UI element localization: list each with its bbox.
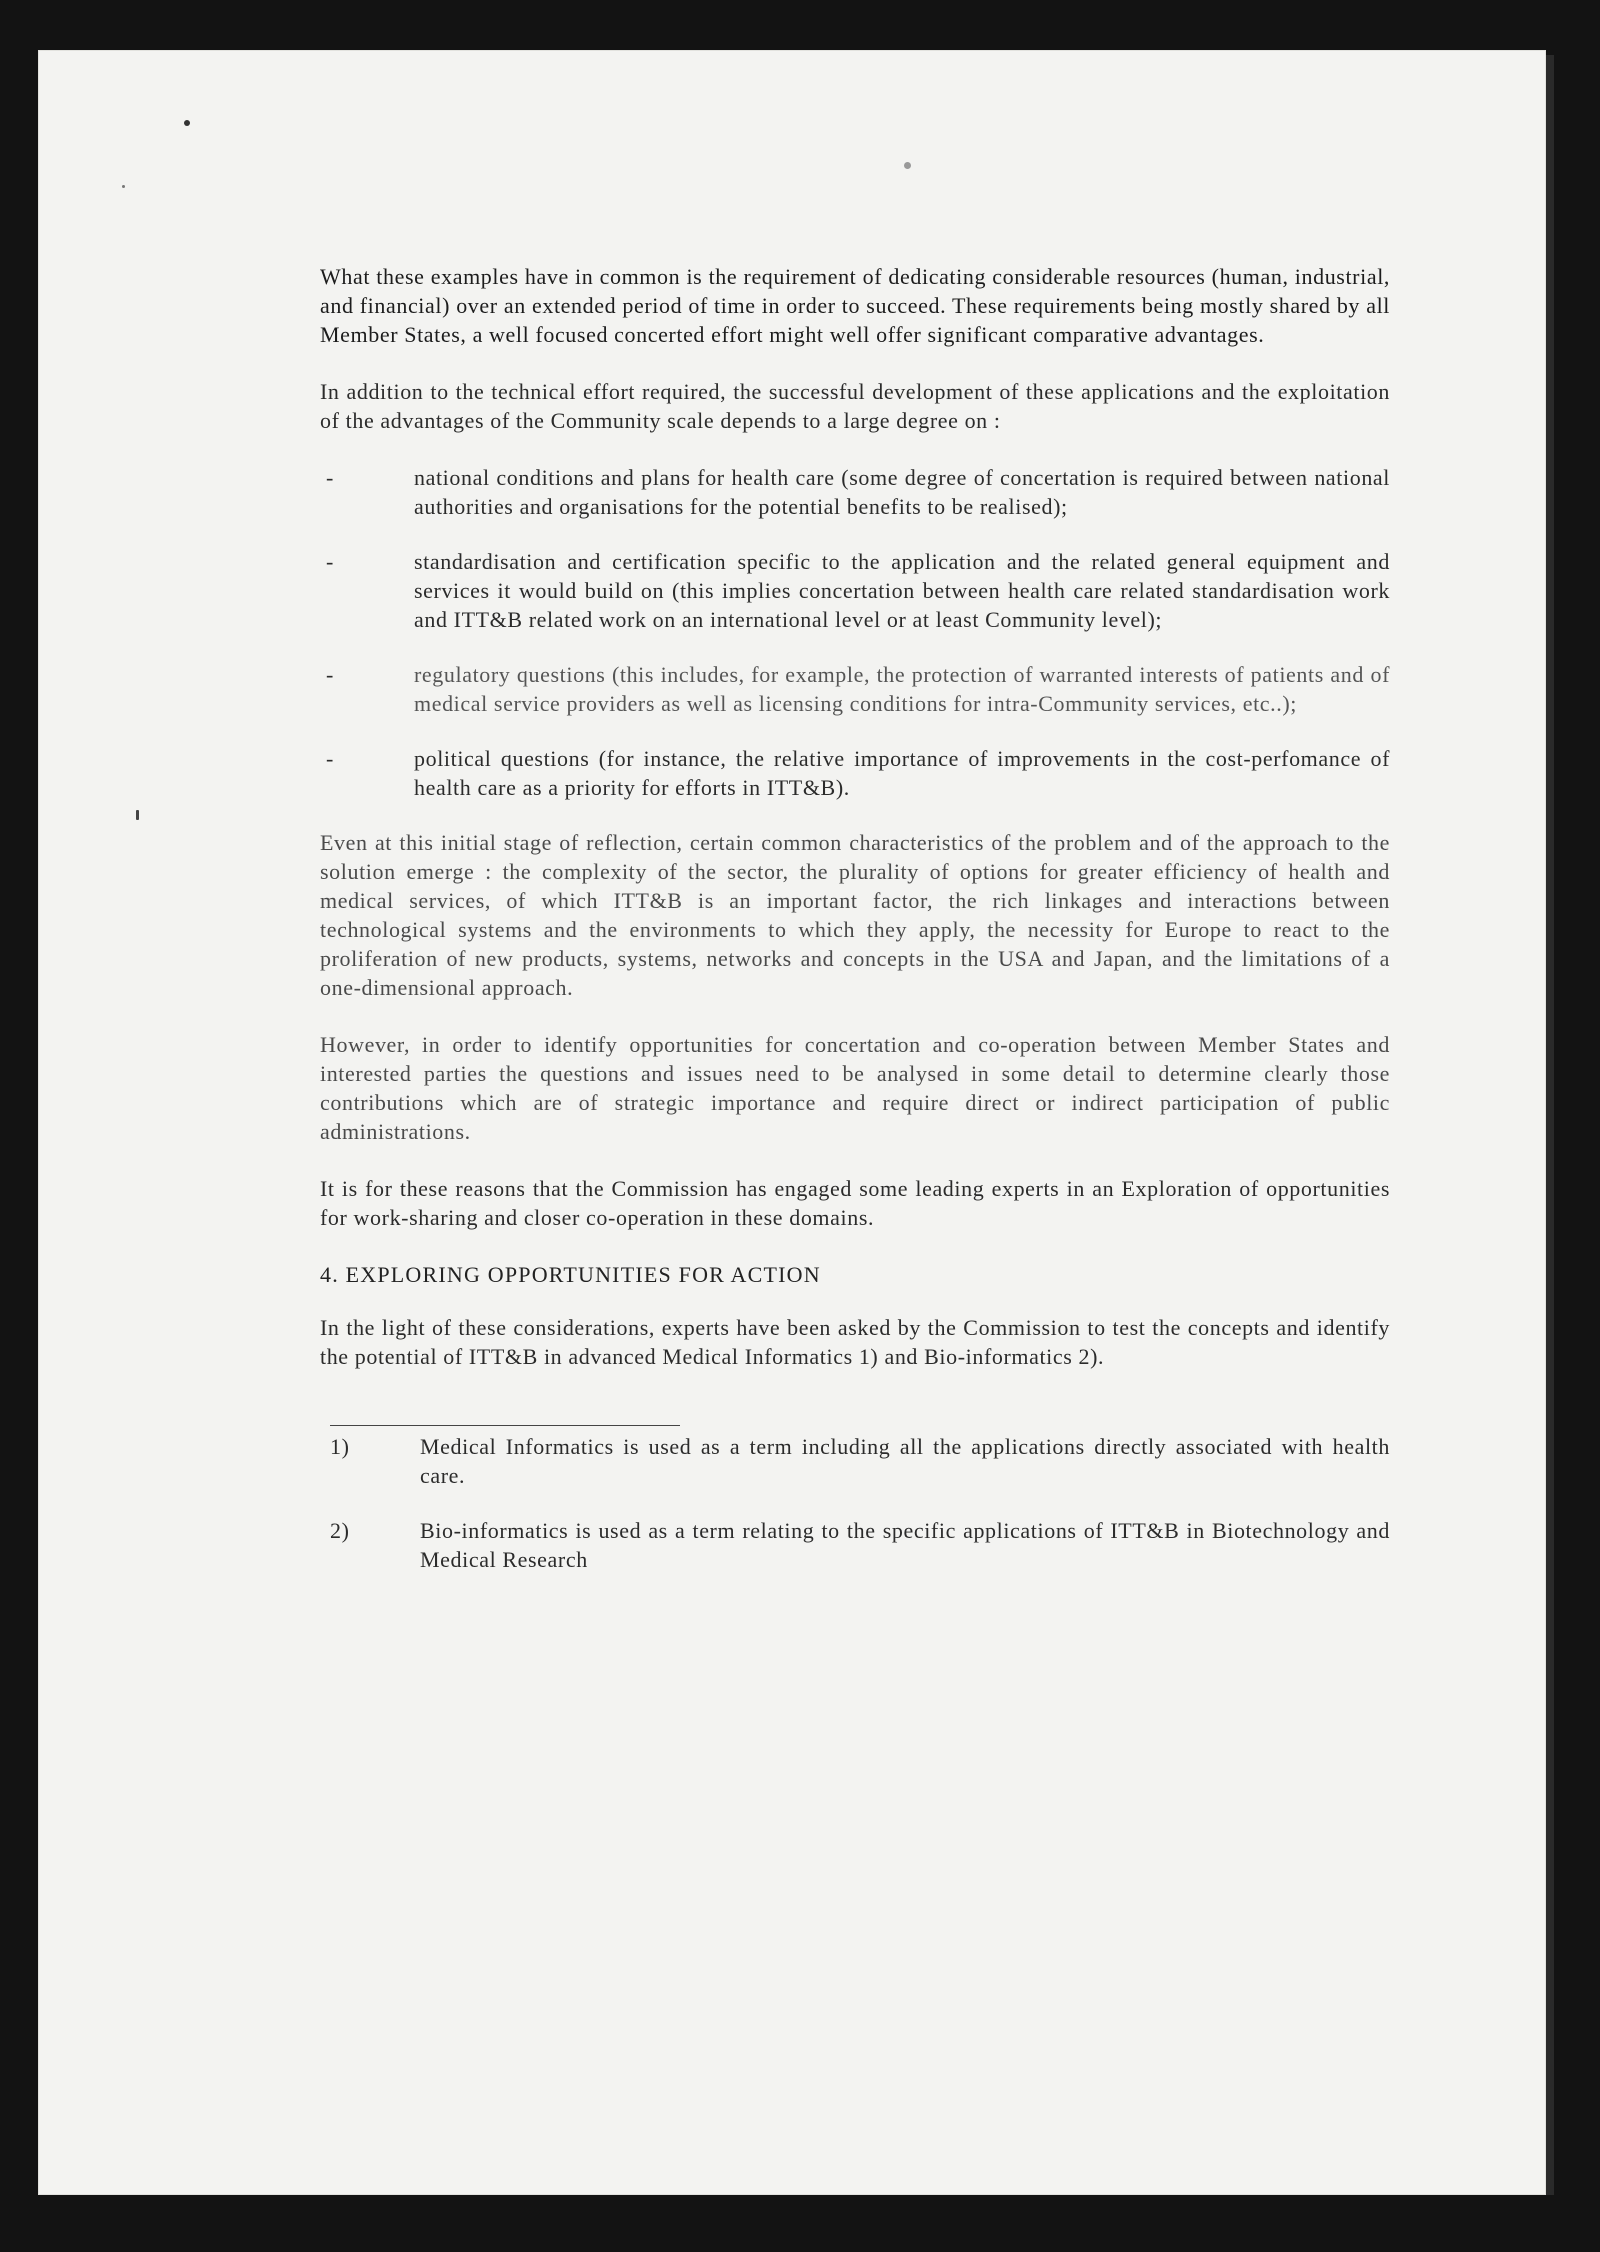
list-dash: - <box>326 662 334 687</box>
document-body <box>320 262 1390 1600</box>
scan-speck <box>122 185 125 188</box>
scan-speck <box>136 810 139 820</box>
footnote-number: 1) <box>330 1434 350 1459</box>
footnote <box>330 1432 1390 1490</box>
scan-speck <box>184 120 190 126</box>
page-edge-shadow <box>1546 55 1554 2195</box>
list-item <box>320 744 1390 802</box>
paragraph-initial-reflection: Even at this initial stage of reflection, certain common characteristics of the problem and of the approach to the solution emerge : the complexity of the sector, the plurality of options for greater efficiency of health and medical services, of which ITT&B is an important factor, the rich linkages and interactions between technological systems and the environments to which they apply, the necessity for Europe to react to the proliferation of new products, systems, networks and concepts in the USA and Japan, and the limitations of a one-dimensional approach. <box>320 830 1390 1000</box>
list-item-text: political questions (for instance, the relative importance of improvements in the cost-perfomance of health care as a priority for efforts in ITT&B). <box>414 746 1390 800</box>
list-dash: - <box>326 465 334 490</box>
list-dash: - <box>326 746 334 771</box>
footnote-divider <box>330 1425 680 1426</box>
list-item-text: regulatory questions (this includes, for example, the protection of warranted interests of patients and of medical service providers as well as licensing conditions for intra-Community services, etc..); <box>414 662 1390 716</box>
list-item <box>320 547 1390 634</box>
section-heading: 4. EXPLORING OPPORTUNITIES FOR ACTION <box>320 1262 821 1287</box>
list-item-text: standardisation and certification specific to the application and the related general equipment and services it would build on (this implies concertation between health care related standardisation work and ITT&B related work on an international level or at least Community level); <box>414 549 1390 632</box>
paragraph-light-of-considerations: In the light of these considerations, experts have been asked by the Commission to test the concepts and identify the potential of ITT&B in advanced Medical Informatics 1) and Bio-informatics 2). <box>320 1315 1390 1369</box>
paragraph-identify-opportunities: However, in order to identify opportunities for concertation and co-operation between Member States and interested parties the questions and issues need to be analysed in some detail to determine clearly those contributions which are of strategic importance and require direct or indirect participation of public administrations. <box>320 1032 1390 1144</box>
dependency-list <box>320 463 1390 802</box>
paragraph-commission-experts: It is for these reasons that the Commission has engaged some leading experts in an Exploration of opportunities for work-sharing and closer co-operation in these domains. <box>320 1176 1390 1230</box>
footnote-number: 2) <box>330 1518 350 1543</box>
footnote <box>330 1516 1390 1574</box>
list-item <box>320 463 1390 521</box>
footnote-body <box>330 1516 1390 1574</box>
footnote-text: Medical Informatics is used as a term including all the applications directly associated with health care. <box>420 1434 1390 1488</box>
paragraph-common-requirements: What these examples have in common is the requirement of dedicating considerable resources (human, industrial, and financial) over an extended period of time in order to succeed. These requirements being mostly shared by all Member States, a well focused concerted effort might well offer significant comparative advantages. <box>320 264 1390 347</box>
list-item <box>320 660 1390 718</box>
list-dash: - <box>326 549 334 574</box>
paragraph-technical-effort: In addition to the technical effort required, the successful development of these applications and the exploitation of the advantages of the Community scale depends to a large degree on : <box>320 379 1390 433</box>
footnote-text: Bio-informatics is used as a term relating to the specific applications of ITT&B in Biotechnology and Medical Research <box>420 1518 1390 1572</box>
list-item-text: national conditions and plans for health care (some degree of concertation is required between national authorities and organisations for the potential benefits to be realised); <box>414 465 1390 519</box>
footnote-body <box>330 1432 1390 1490</box>
scan-speck <box>904 162 911 169</box>
